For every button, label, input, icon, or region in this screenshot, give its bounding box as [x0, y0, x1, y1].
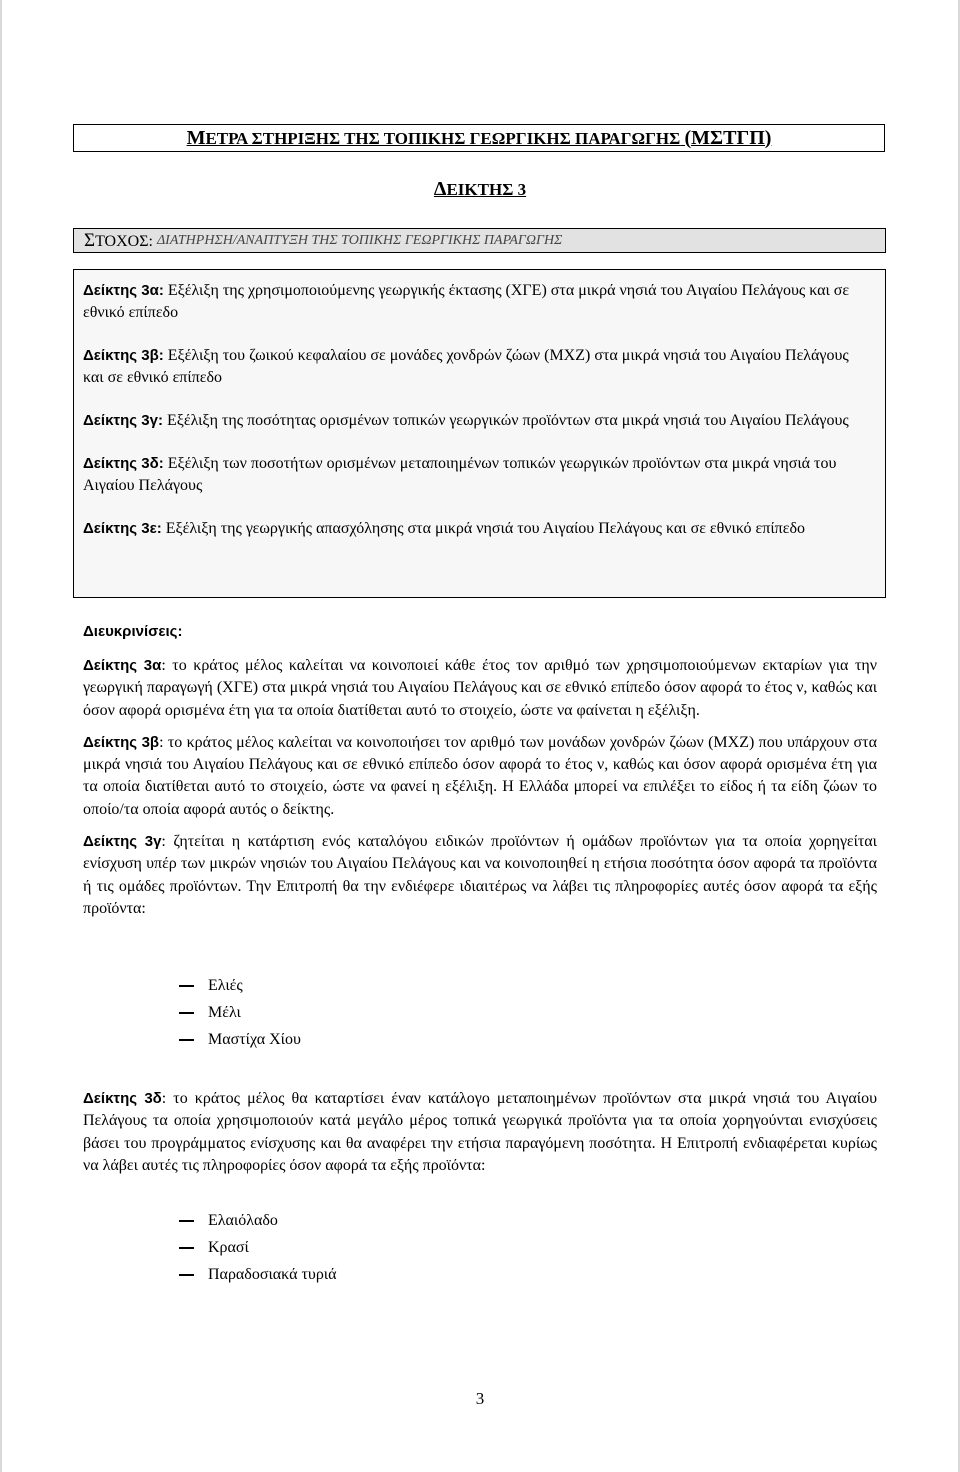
- indicators-box: [73, 269, 886, 598]
- page-number: 3: [475, 1389, 485, 1408]
- explanations-title: Διευκρινίσεις:: [83, 623, 183, 640]
- section-heading: ΔΕΙΚΤΗΣ 3: [433, 178, 527, 200]
- list-item: Παραδοσιακά τυριά: [83, 1265, 877, 1292]
- list-item: Ελιές: [83, 976, 877, 1003]
- explanations-body: [83, 655, 877, 930]
- explanation-3d-container: [83, 1088, 877, 1187]
- list-3c-container: [83, 976, 877, 1057]
- indicator-3d: Δείκτης 3δ: Εξέλιξη των ποσοτήτων ορισμένων μεταποιημένων τοπικών γεωργικών προϊόντων στα μικρά νησιά του Αιγαίου Πελάγους: [83, 455, 837, 494]
- indicator-3a: Δείκτης 3α: Εξέλιξη της χρησιμοποιούμενης γεωργικής έκτασης (ΧΓΕ) στα μικρά νησιά του Αιγαίου Πελάγους και σε εθνικό επίπεδο: [83, 282, 850, 321]
- list-item: Κρασί: [83, 1238, 877, 1265]
- indicator-3c: Δείκτης 3γ: Εξέλιξη της ποσότητας ορισμένων τοπικών γεωργικών προϊόντων στα μικρά νησιά του Αιγαίου Πελάγους: [83, 412, 849, 429]
- indicator-3e: Δείκτης 3ε: Εξέλιξη της γεωργικής απασχόλησης στα μικρά νησιά του Αιγαίου Πελάγους και σε εθνικό επίπεδο: [83, 520, 805, 537]
- indicator-3b: Δείκτης 3β: Εξέλιξη του ζωικού κεφαλαίου σε μονάδες χονδρών ζώων (ΜΧΖ) στα μικρά νησιά του Αιγαίου Πελάγους και σε εθνικό επίπεδο: [83, 347, 849, 386]
- document-title: ΜΕΤΡΑ ΣΤΗΡΙΞΗΣ ΤΗΣ ΤΟΠΙΚΗΣ ΓΕΩΡΓΙΚΗΣ ΠΑΡΑΓΩΓΗΣ (ΜΣΤΓΠ): [186, 126, 772, 149]
- list-3d-products: [83, 1211, 877, 1292]
- goal-box: [73, 228, 886, 253]
- explanation-3a: Δείκτης 3α: το κράτος μέλος καλείται να κοινοποιεί κάθε έτος τον αριθμό των χρησιμοποιούμενων εκταρίων για την γεωργική παραγωγή (ΧΓΕ) στα μικρά νησιά του Αιγαίου Πελάγους και σε εθνικό επίπεδο όσον αφορά το έτος ν, καθώς και όσον αφορά ορισμένα έτη για τα οποία διατίθεται αυτό το στοιχείο, ώστε να φαίνεται η εξέλιξη.: [83, 657, 877, 719]
- goal-text: ΔΙΑΤΗΡΗΣΗ/ΑΝΑΠΤΥΞΗ ΤΗΣ ΤΟΠΙΚΗΣ ΓΕΩΡΓΙΚΗΣ ΠΑΡΑΓΩΓΗΣ: [156, 232, 563, 248]
- page-edge-left: [0, 0, 2, 1472]
- list-item: Ελαιόλαδο: [83, 1211, 877, 1238]
- document-title-box: [73, 124, 885, 152]
- goal-label: ΣΤΟΧΟΣ:: [84, 229, 153, 251]
- explanation-3d: Δείκτης 3δ: το κράτος μέλος θα καταρτίσει έναν κατάλογο μεταποιημένων προϊόντων στα μικρά νησιά του Αιγαίου Πελάγους τα οποία χρησιμοποιούν κατά μεγάλο μέρος τοπικά γεωργικά προϊόντα για τα οποία χορηγούνται ενισχύσεις βάσει του προγράμματος ενίσχυσης και θα αναφέρει την ετήσια παραγόμενη ποσότητα. Η Επιτροπή ενδιαφέρεται κυρίως να λάβει αυτές τις πληροφορίες όσον αφορά τα εξής προϊόντα:: [83, 1090, 877, 1174]
- list-item: Μαστίχα Χίου: [83, 1030, 877, 1057]
- list-3d-container: [83, 1211, 877, 1292]
- explanation-3b: Δείκτης 3β: το κράτος μέλος καλείται να κοινοποιήσει τον αριθμό των μονάδων χονδρών ζώων (ΜΧΖ) που υπάρχουν στα μικρά νησιά του Αιγαίου Πελάγους και σε εθνικό επίπεδο όσον αφορά το έτος ν, καθώς και όσον αφορά ορισμένα έτη για τα οποία διατίθεται αυτό το στοιχείο, ώστε να φανεί η εξέλιξη. Η Ελλάδα μπορεί να επιλέξει το είδος ή τα είδη ζώων το οποίο/τα οποία αφορά αυτός ο δείκτης.: [83, 733, 877, 818]
- list-3c-products: [83, 976, 877, 1057]
- list-item: Μέλι: [83, 1003, 877, 1030]
- explanation-3c: Δείκτης 3γ: ζητείται η κατάρτιση ενός καταλόγου ειδικών προϊόντων ή ομάδων προϊόντων για τα οποία χορηγείται ενίσχυση υπέρ των μικρών νησιών του Αιγαίου Πελάγους και να κοινοποιηθεί η ετήσια ποσότητα όσον αφορά τα προϊόντα ή τις ομάδες προϊόντων. Την Επιτροπή θα την ενδιέφερε ιδιαιτέρως να λάβει τις πληροφορίες αυτές όσον αφορά τα εξής προϊόντα:: [83, 833, 877, 917]
